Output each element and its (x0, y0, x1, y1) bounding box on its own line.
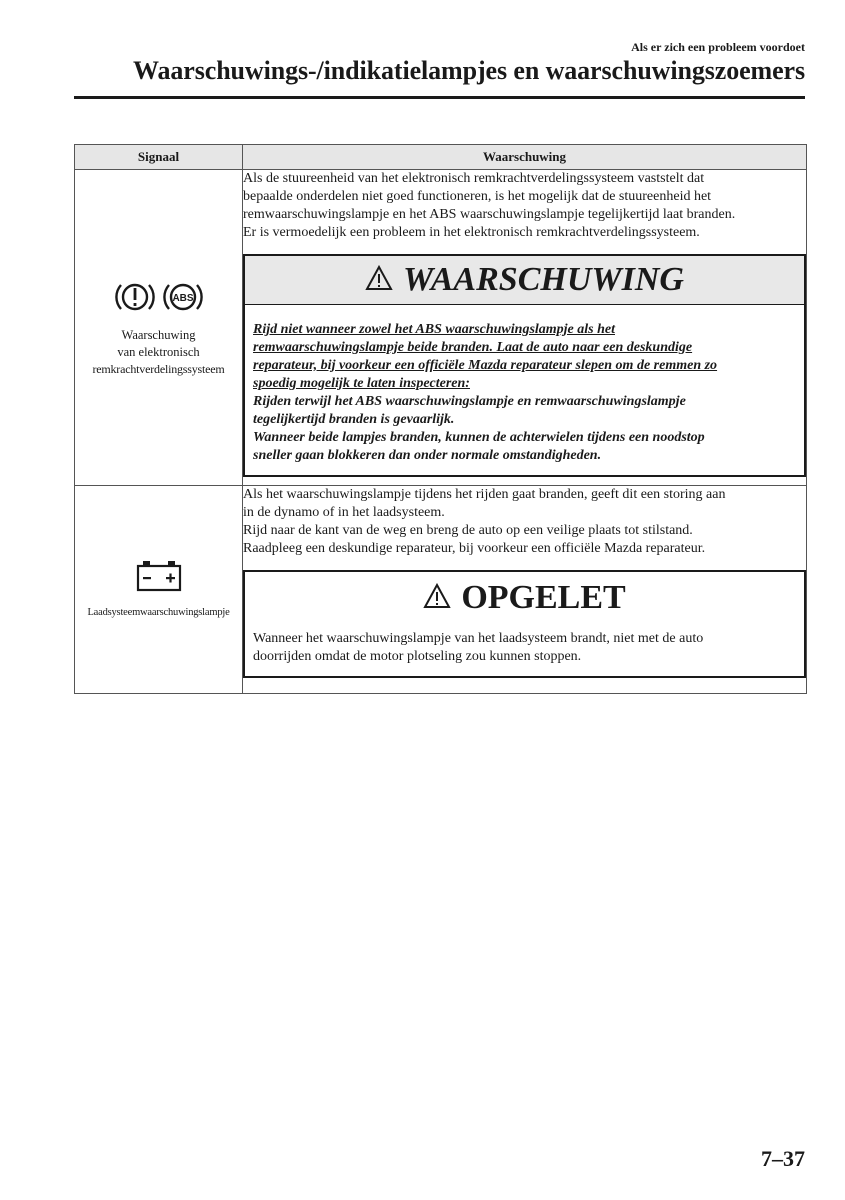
description-line: Raadpleeg een deskundige reparateur, bij voorkeur een officiële Mazda reparateur. (243, 541, 706, 556)
table-header-row (75, 145, 807, 170)
warning-callout (243, 254, 806, 477)
description-text (243, 486, 806, 558)
description-line: Als het waarschuwingslampje tijdens het rijden gaat branden, geeft dit een storing aan (243, 487, 726, 502)
description-line: Rijd naar de kant van de weg en breng de auto op een veilige plaats tot stilstand. (243, 523, 693, 538)
callout-line: doorrijden omdat de motor plotseling zou kunnen stoppen. (253, 649, 582, 664)
warning-callout-header (245, 256, 804, 305)
callout-line: reparateur, bij voorkeur een officiële Mazda reparateur slepen om de remmen zo (253, 358, 718, 373)
caution-callout-header (245, 572, 804, 624)
callout-line: Wanneer beide lampjes branden, kunnen de achterwielen tijdens een noodstop (253, 430, 705, 445)
abs-icon-text: ABS (171, 293, 194, 304)
brake-abs-warning-icon-graphic (109, 277, 209, 317)
callout-line: Wanneer het waarschuwingslampje van het laadsysteem brandt, niet met de auto (253, 631, 704, 646)
warning-lights-table (74, 144, 807, 694)
signal-label-line: Laadsysteemwaarschuwingslampje (87, 607, 230, 618)
caution-triangle-icon (423, 583, 451, 614)
signal-cell (75, 486, 243, 694)
callout-line: Rijden terwijl het ABS waarschuwingslampje en remwaarschuwingslampje (253, 394, 686, 409)
warning-cell (243, 170, 807, 486)
warning-triangle-icon (365, 265, 393, 296)
caution-callout-title: OPGELET (461, 579, 626, 616)
page-title: Waarschuwings-/indikatielampjes en waarschuwingszoemers (133, 56, 805, 85)
caution-callout-body (245, 624, 804, 676)
warning-callout-body (245, 305, 804, 475)
warning-callout-title: WAARSCHUWING (403, 261, 684, 298)
warning-cell (243, 486, 807, 694)
callout-line: tegelijkertijd branden is gevaarlijk. (253, 412, 455, 427)
callout-line: spoedig mogelijk te laten inspecteren: (253, 376, 470, 391)
signal-label-line: Waarschuwing (121, 328, 196, 342)
signal-label-line: van elektronisch (117, 345, 200, 359)
signal-label-line: remkrachtverdelingssysteem (92, 362, 225, 376)
description-line: Als de stuureenheid van het elektronisch remkrachtverdelingssysteem vaststelt dat (243, 171, 705, 186)
description-line: bepaalde onderdelen niet goed functioneren, is het mogelijk dat de stuureenheid het (243, 189, 712, 204)
callout-line: sneller gaan blokkeren dan onder normale omstandigheden. (253, 448, 602, 463)
description-line: remwaarschuwingslampje en het ABS waarschuwingslampje tegelijkertijd laat branden. (243, 207, 736, 222)
table-row (75, 170, 807, 486)
column-header-warning: Waarschuwing (243, 145, 807, 170)
caution-callout (243, 570, 806, 678)
description-text (243, 170, 806, 242)
signal-cell (75, 170, 243, 486)
callout-line: remwaarschuwingslampje beide branden. Laat de auto naar een deskundige (253, 340, 693, 355)
title-divider (74, 96, 805, 99)
section-label: Als er zich een probleem voordoet (631, 40, 805, 54)
brake-abs-warning-icon (109, 277, 209, 321)
column-header-signal: Signaal (75, 145, 243, 170)
callout-line: Rijd niet wanneer zowel het ABS waarschuwingslampje als het (253, 322, 615, 337)
page-number: 7–37 (761, 1146, 805, 1171)
description-line: Er is vermoedelijk een probleem in het elektronisch remkrachtverdelingssysteem. (243, 225, 700, 240)
table-row (75, 486, 807, 694)
description-line: in de dynamo of in het laadsysteem. (243, 505, 445, 520)
battery-icon (134, 558, 184, 596)
